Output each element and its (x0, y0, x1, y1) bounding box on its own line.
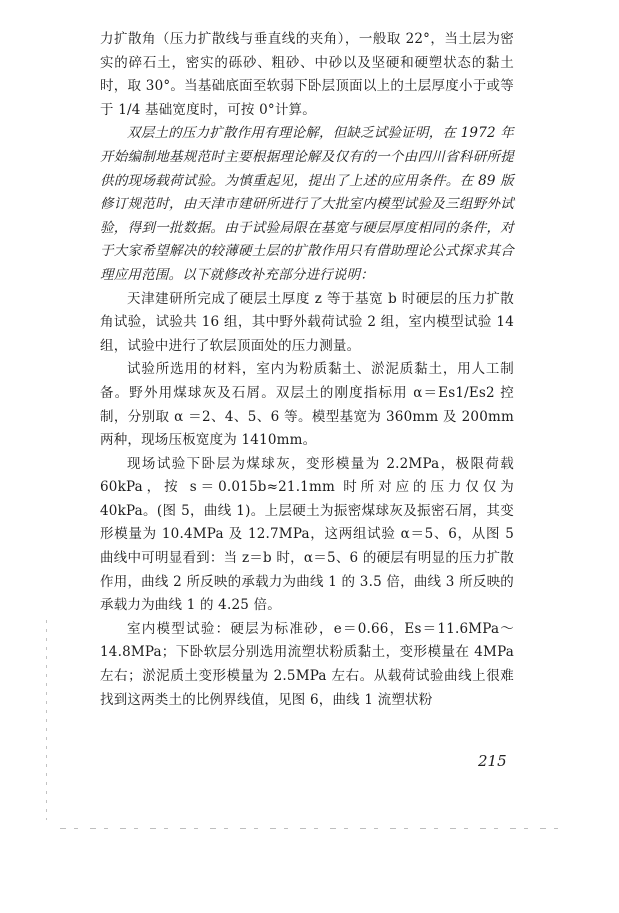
scan-bottom-mark (60, 828, 560, 829)
paragraph-indoor-model-test: 室内模型试验：硬层为标准砂，e＝0.66，Es＝11.6MPa～14.8MPa；下卧软层分别选用流塑状粉质黏土，变形模量在 4MPa 左右；淤泥质土变形模量为 2.5MPa 左右。从载荷试验曲线上很难找到这两类土的比例界线值，见图 6，曲线 1 流塑状粉 (100, 620, 514, 708)
scan-edge-mark (46, 620, 47, 820)
paragraph-double-layer-theory-text: 双层土的压力扩散作用有理论解，但缺乏试验证明，在 1972 年开始编制地基规范时主要根据理论解及仅有的一个由四川省科研所提供的现场载荷试验。为慎重起见，提出了上述的应用条件。在 89 版修订规范时，由天津市建研所进行了大批室内模型试验及三组野外试验，得到一批数据。由于试验局限在基宽与硬层厚度相同的条件，对于大家希望解决的较薄硬土层的扩散作用只有借助理论公式探求其合理应用范围。以下就修改补充部分进行说明： (100, 125, 514, 283)
paragraph-test-materials: 试验所选用的材料，室内为粉质黏土、淤泥质黏土，用人工制备。野外用煤球灰及石屑。双层土的刚度指标用 α＝Es1/Es2 控制，分别取 α ＝2、4、5、6 等。模型基宽为 360mm 及 200mm 两种，现场压板宽度为 1410mm。 (100, 361, 514, 449)
paragraph-field-test: 现场试验下卧层为煤球灰，变形模量为 2.2MPa，极限荷载 60kPa，按 s＝0.015b≈21.1mm 时所对应的压力仅仅为 40kPa。(图 5，曲线 1)。上层硬土为振密煤球灰及振密石屑，其变形模量为 10.4MPa 及 12.7MPa，这两组试验 α＝5、6，从图 5 曲线中可明显看到：当 z＝b 时，α＝5、6 的硬层有明显的压力扩散作用，曲线 2 所反映的承载力为曲线 1 的 3.5 倍，曲线 3 所反映的承载力为曲线 1 的 4.25 倍。 (100, 455, 514, 614)
page-body (100, 28, 514, 712)
page-number: 215 (478, 752, 507, 770)
paragraph-double-layer-theory (100, 122, 514, 287)
paragraph-tianjin-tests: 天津建研所完成了硬层土厚度 z 等于基宽 b 时硬层的压力扩散角试验，试验共 16 组，其中野外载荷试验 2 组，室内模型试验 14 组，试验中进行了软层顶面处的压力测量。 (100, 290, 514, 354)
paragraph-diffusion-angle: 力扩散角（压力扩散线与垂直线的夹角），一般取 22°，当土层为密实的碎石土，密实的砾砂、粗砂、中砂以及坚硬和硬塑状态的黏土时，取 30°。当基础底面至软弱下卧层顶面以上的土层厚度小于或等于 1/4 基础宽度时，可按 0°计算。 (100, 31, 514, 118)
